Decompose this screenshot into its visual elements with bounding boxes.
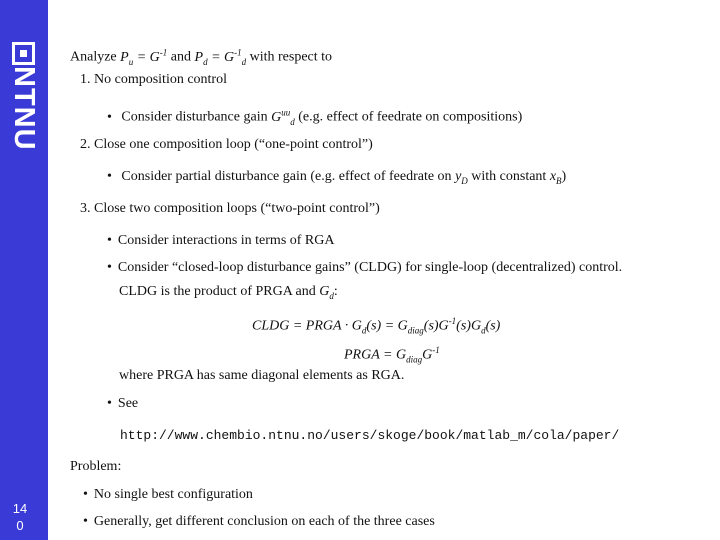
cldg-post: : xyxy=(333,284,338,299)
intro-mid: and xyxy=(167,49,195,65)
math-gd2-sub: d xyxy=(329,290,334,301)
eq2-lhs: PRGA = G xyxy=(344,347,407,363)
math-pu: P xyxy=(120,49,129,65)
slide-content xyxy=(48,0,720,540)
math-gd2: G xyxy=(319,284,330,299)
eq2-sup: -1 xyxy=(432,345,440,355)
math-gd: G xyxy=(271,109,282,125)
math-pu-eq: = G xyxy=(133,49,160,65)
eq1-tail: (s) xyxy=(485,318,501,334)
sidebar xyxy=(0,0,48,540)
item-1 xyxy=(80,71,227,89)
math-xb: x xyxy=(549,169,557,184)
bullet-cldg: • Consider “closed-loop disturbance gains” (CLDG) for single-loop (decentralized) control. xyxy=(107,259,622,277)
ntnu-logo-icon xyxy=(12,42,35,65)
item-2 xyxy=(80,136,373,154)
math-pd: P xyxy=(194,49,204,65)
math-pd-sub2: d xyxy=(241,56,247,67)
item-3-title: Close two composition loops (“two-point control”) xyxy=(94,201,380,216)
page-number: 14 0 xyxy=(12,501,28,533)
cldg-equation xyxy=(252,312,500,339)
item-3-number: 3. xyxy=(80,201,91,216)
problem-bullet-1: • No single best configuration xyxy=(83,486,253,504)
ntnu-logo-text: NTNU xyxy=(8,66,40,151)
intro-pre: Analyze xyxy=(70,49,117,65)
item-3 xyxy=(80,200,380,218)
math-pu-sub: u xyxy=(128,56,134,67)
bullet-partial-disturbance xyxy=(107,168,566,190)
item-1-number: 1. xyxy=(80,72,91,87)
math-pd-sub: d xyxy=(203,56,208,67)
math-xb-sub: B xyxy=(556,175,562,186)
eq1-post: (s)G xyxy=(423,318,449,334)
bullet-2-mid: with constant xyxy=(467,169,550,184)
cldg-text: CLDG is the product of PRGA and xyxy=(119,284,320,299)
bullet-2-text: Consider partial disturbance gain (e.g. effect of feedrate on xyxy=(121,169,456,184)
cldg-definition xyxy=(119,283,338,305)
item-1-title: No composition control xyxy=(94,72,227,87)
math-yd: y xyxy=(455,169,462,184)
intro-post: with respect to xyxy=(246,49,333,65)
intro-line xyxy=(70,43,332,70)
eq1-end-sub: d xyxy=(481,325,486,336)
bullet-rga: • Consider interactions in terms of RGA xyxy=(107,232,334,250)
where-prga: where PRGA has same diagonal elements as RGA. xyxy=(119,368,405,383)
eq2-post: G xyxy=(422,347,433,363)
eq2-sub: diag xyxy=(406,354,423,365)
prga-equation xyxy=(344,341,440,368)
eq1-end: (s)G xyxy=(456,318,482,334)
reference-url[interactable]: http://www.chembio.ntnu.no/users/skoge/book/matlab_m/cola/paper/ xyxy=(120,428,620,443)
math-gd-sup: uu xyxy=(281,107,291,117)
bullet-see: • See xyxy=(107,395,138,413)
math-pd-sup: -1 xyxy=(234,47,242,57)
math-yd-sub: D xyxy=(461,175,468,186)
bullet-disturbance-gain xyxy=(107,103,522,130)
problem-bullet-2: • Generally, get different conclusion on each of the three cases xyxy=(83,513,435,531)
eq1-mid-sub: diag xyxy=(407,325,424,336)
bullet-1-post: (e.g. effect of feedrate on compositions) xyxy=(294,109,523,125)
eq1-lhs-sub: d xyxy=(361,325,367,336)
eq1-post-sup: -1 xyxy=(448,316,457,326)
eq1-lhs: CLDG = PRGA · G xyxy=(252,318,362,334)
problem-heading: Problem: xyxy=(70,459,122,474)
item-2-number: 2. xyxy=(80,137,91,152)
math-pu-sup: -1 xyxy=(159,47,168,57)
item-2-title: Close one composition loop (“one-point control”) xyxy=(94,137,373,152)
math-gd-sub: d xyxy=(290,116,295,127)
bullet-2-post: ) xyxy=(561,169,567,184)
bullet-1-text: Consider disturbance gain xyxy=(121,109,272,125)
math-pd-eq: = G xyxy=(207,49,235,65)
eq1-mid: (s) = G xyxy=(366,318,408,334)
